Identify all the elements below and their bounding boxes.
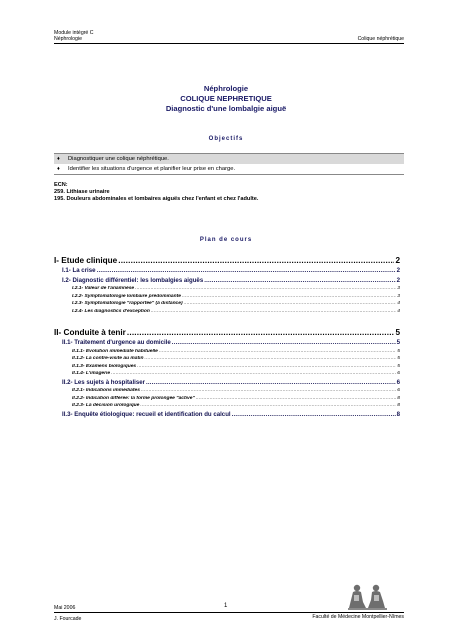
toc-entry-level-1[interactable] bbox=[54, 328, 400, 339]
toc-entry-page: 8 bbox=[397, 395, 400, 401]
toc-entry-level-3[interactable] bbox=[54, 356, 400, 364]
toc-dot-leader bbox=[146, 379, 396, 386]
table-of-contents bbox=[54, 254, 400, 420]
toc-entry-level-3[interactable] bbox=[54, 349, 400, 357]
page-number: 1 bbox=[224, 603, 228, 609]
toc-dot-leader bbox=[118, 256, 394, 265]
toc-entry-label: II.3- Enquête étiologique: recueil et identification du calcul bbox=[62, 410, 231, 418]
toc-dot-leader bbox=[144, 356, 396, 361]
ecn-item-195: 195. Douleurs abdominales et lombaires aiguës chez l'enfant et chez l'adulte. bbox=[54, 196, 259, 202]
toc-entry-label: I.2.4- Les diagnostics d'exception bbox=[72, 308, 150, 314]
toc-entry-page: 2 bbox=[396, 267, 400, 274]
faculty-logo-icon bbox=[344, 582, 390, 612]
toc-entry-label: II.1.4- L'imagerie bbox=[72, 371, 111, 376]
toc-dot-leader bbox=[196, 396, 396, 401]
objectif-text: Diagnostiquer une colique néphrétique. bbox=[68, 156, 169, 162]
toc-entry-page: 3 bbox=[397, 286, 400, 291]
toc-entry-label: II.1- Traitement d'urgence au domicile bbox=[62, 339, 171, 346]
footer-date: Mai 2006 bbox=[54, 605, 76, 611]
header-module: Module intégré C bbox=[54, 30, 94, 36]
toc-entry-page: 2 bbox=[396, 276, 400, 284]
toc-entry-level-3[interactable] bbox=[54, 294, 400, 302]
toc-entry-label: II.2- Les sujets à hospitaliser bbox=[62, 378, 145, 386]
objectif-item bbox=[54, 154, 404, 164]
toc-entry-label: II- Conduite à tenir bbox=[54, 328, 126, 337]
toc-dot-leader bbox=[204, 277, 395, 284]
toc-entry-label: I.2.3- Symptomatologie "rapportée" (à distance) bbox=[72, 301, 183, 306]
objectifs-box bbox=[54, 153, 404, 175]
toc-dot-leader bbox=[232, 411, 396, 418]
toc-entry-page: 8 bbox=[396, 410, 400, 418]
toc-entry-label: II.1.2- La contre-visite au matin bbox=[72, 356, 144, 361]
toc-entry-level-3[interactable] bbox=[54, 309, 400, 317]
toc-dot-leader bbox=[172, 339, 396, 346]
toc-entry-level-2[interactable] bbox=[54, 411, 400, 421]
toc-entry-level-3[interactable] bbox=[54, 371, 400, 379]
toc-entry-level-2[interactable] bbox=[54, 339, 400, 349]
toc-dot-leader bbox=[97, 267, 396, 274]
toc-entry-page: 5 bbox=[397, 363, 400, 369]
toc-entry-level-2[interactable] bbox=[54, 267, 400, 277]
toc-entry-label: I.2.1- Valeur de l'anamnèse bbox=[72, 286, 135, 291]
toc-entry-level-1[interactable] bbox=[54, 256, 400, 267]
toc-entry-page: 5 bbox=[397, 348, 400, 354]
toc-dot-leader bbox=[111, 371, 396, 376]
toc-dot-leader bbox=[135, 286, 396, 291]
toc-entry-level-3[interactable] bbox=[54, 388, 400, 396]
toc-entry-level-3[interactable] bbox=[54, 301, 400, 309]
ecn-label: ECN: bbox=[54, 182, 68, 188]
toc-entry-level-3[interactable] bbox=[54, 364, 400, 372]
footer-divider bbox=[54, 612, 404, 613]
toc-entry-page: 8 bbox=[397, 403, 400, 408]
header-specialty: Néphrologie bbox=[54, 36, 82, 42]
toc-dot-leader bbox=[182, 294, 396, 299]
footer-institution: Faculté de Médecine Montpellier-Nîmes bbox=[312, 614, 404, 620]
header-divider bbox=[54, 43, 404, 44]
toc-entry-page: 6 bbox=[397, 371, 400, 376]
title-line-3: Diagnostic d'une lombalgie aiguë bbox=[165, 104, 287, 113]
toc-entry-page: 5 bbox=[396, 339, 400, 346]
toc-entry-level-3[interactable] bbox=[54, 403, 400, 411]
toc-entry-label: II.2.1- Indications immédiates bbox=[72, 388, 140, 393]
toc-dot-leader bbox=[159, 349, 396, 354]
toc-entry-level-2[interactable] bbox=[54, 379, 400, 389]
objectif-item bbox=[54, 164, 404, 174]
footer-author: J. Fourcade bbox=[54, 616, 82, 622]
toc-entry-label: I.2- Diagnostic différentiel: les lombalgies aiguës bbox=[62, 276, 204, 284]
toc-entry-page: 5 bbox=[395, 328, 400, 337]
diamond-bullet-icon: ♦ bbox=[57, 166, 60, 172]
toc-entry-label: II.1.3- Examens biologiques bbox=[72, 363, 137, 369]
plan-heading: Plan de cours bbox=[199, 237, 253, 243]
ecn-item-259: 259. Lithiase urinaire bbox=[54, 189, 110, 195]
toc-entry-level-3[interactable] bbox=[54, 396, 400, 404]
toc-entry-label: II.2.2- Indication différée: la forme prolongée "active" bbox=[72, 395, 195, 401]
toc-dot-leader bbox=[151, 309, 396, 314]
toc-entry-label: II.2.3- La décision urologique bbox=[72, 403, 140, 408]
toc-entry-page: 6 bbox=[397, 388, 400, 393]
toc-entry-page: 4 bbox=[397, 301, 400, 306]
toc-entry-label: II.1.1- Evolution immédiate habituelle bbox=[72, 348, 158, 354]
toc-dot-leader bbox=[141, 388, 396, 393]
toc-entry-page: 5 bbox=[397, 356, 400, 361]
toc-entry-page: 6 bbox=[396, 378, 400, 386]
toc-dot-leader bbox=[137, 364, 396, 369]
toc-entry-label: I.1- La crise bbox=[62, 267, 96, 274]
toc-entry-label: I.2.2- Symptomatologie lombaire prédominante bbox=[72, 293, 181, 299]
toc-dot-leader bbox=[127, 328, 395, 337]
title-line-1: Néphrologie bbox=[203, 84, 249, 93]
toc-entry-level-2[interactable] bbox=[54, 277, 400, 287]
toc-dot-leader bbox=[184, 301, 397, 306]
toc-entry-label: I- Etude clinique bbox=[54, 256, 118, 265]
toc-entry-page: 3 bbox=[397, 293, 400, 299]
objectifs-heading: Objectifs bbox=[208, 136, 244, 142]
toc-dot-leader bbox=[140, 403, 396, 408]
toc-spacer bbox=[54, 316, 400, 326]
toc-entry-page: 2 bbox=[395, 256, 400, 265]
title-line-2: COLIQUE NEPHRETIQUE bbox=[180, 94, 272, 103]
toc-entry-level-3[interactable] bbox=[54, 286, 400, 294]
header-topic: Colique néphrétique bbox=[357, 36, 404, 42]
diamond-bullet-icon: ♦ bbox=[57, 156, 60, 162]
objectif-text: Identifier les situations d'urgence et planifier leur prise en charge. bbox=[68, 166, 236, 172]
toc-entry-page: 4 bbox=[397, 308, 400, 314]
